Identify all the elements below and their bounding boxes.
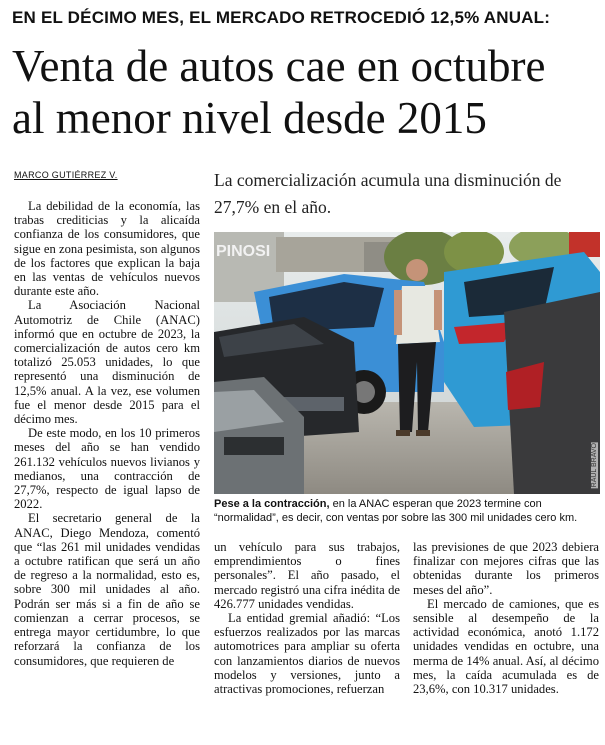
paragraph: La entidad gremial añadió: “Los esfuerzos realizados por las marcas automotrices para ampliar su oferta con lanzamientos diarios de nuevos modelos y versiones, junto a atractivas promociones, refuerzan <box>214 611 400 697</box>
article-photo <box>214 232 600 494</box>
sign-text: PINOSI <box>216 243 271 260</box>
article-column-2 <box>214 540 400 696</box>
paragraph: La debilidad de la economía, las trabas crediticias y la alicaída confianza de los consumidores, que sigue en zona pesimista, son algunos de los factores que explican la baja en las ventas de vehículos nuevos durante este año. <box>14 199 200 299</box>
paragraph: El mercado de camiones, que es sensible al desempeño de la actividad económica, anotó 1.172 unidades vendidas en octubre, una merma de 14% anual. Así, al décimo mes, la caída acumulada es de 23,6%, con 10.317 unidades. <box>413 596 599 697</box>
paragraph: un vehículo para sus trabajos, emprendimientos o fines personales”. El año pasado, el mercado registró una cifra inédita de 426.777 unidades vendidas. <box>214 540 400 611</box>
headline <box>12 40 602 144</box>
headline-line-1: Venta de autos cae en octubre <box>12 41 546 91</box>
photo-credit: RAUL BRAVO <box>591 442 598 487</box>
subheadline: La comercialización acumula una disminución de 27,7% en el año. <box>214 170 562 217</box>
byline: MARCO GUTIÉRREZ V. <box>14 170 118 180</box>
photo-illustration <box>214 232 600 494</box>
article-column-3 <box>413 540 599 696</box>
headline-line-2: al menor nivel desde 2015 <box>12 93 487 143</box>
photo-caption <box>214 497 600 525</box>
paragraph: El secretario general de la ANAC, Diego Mendoza, comentó que “las 261 mil unidades vendidas a octubre ratifican que será un año de regreso a la normalidad, esto es, sobre 300 mil unidades al año. Podrán ser más si a fin de año se comienzan a cerrar procesos, se entrega mayor certidumbre, lo que reforzará la confianza de los consumidores, que requieren de <box>14 511 200 668</box>
article-column-1 <box>14 199 200 668</box>
paragraph: La Asociación Nacional Automotriz de Chile (ANAC) informó que en octubre de 2023, la comercialización de autos cero km totalizó 25.053 unidades, lo que representó una disminución de 12,5% anual. A la vez, ese volumen fue el menor desde 2015 para el décimo mes. <box>14 298 200 427</box>
paragraph: las previsiones de que 2023 debiera finalizar con mejores cifras que las obtenidas durante los primeros meses del año”. <box>413 540 599 597</box>
caption-text: en la ANAC esperan que 2023 termine con “normalidad”, es decir, con ventas por sobre las 300 mil unidades cero km. <box>214 498 578 524</box>
kicker: EN EL DÉCIMO MES, EL MERCADO RETROCEDIÓ 12,5% ANUAL: <box>12 8 551 27</box>
caption-lead: Pese a la contracción, <box>214 498 330 510</box>
paragraph: De este modo, en los 10 primeros meses del año se han vendido 261.132 vehículos nuevos livianos y medianos, una contracción de 27,7%, respecto de igual lapso de 2022. <box>14 426 200 512</box>
